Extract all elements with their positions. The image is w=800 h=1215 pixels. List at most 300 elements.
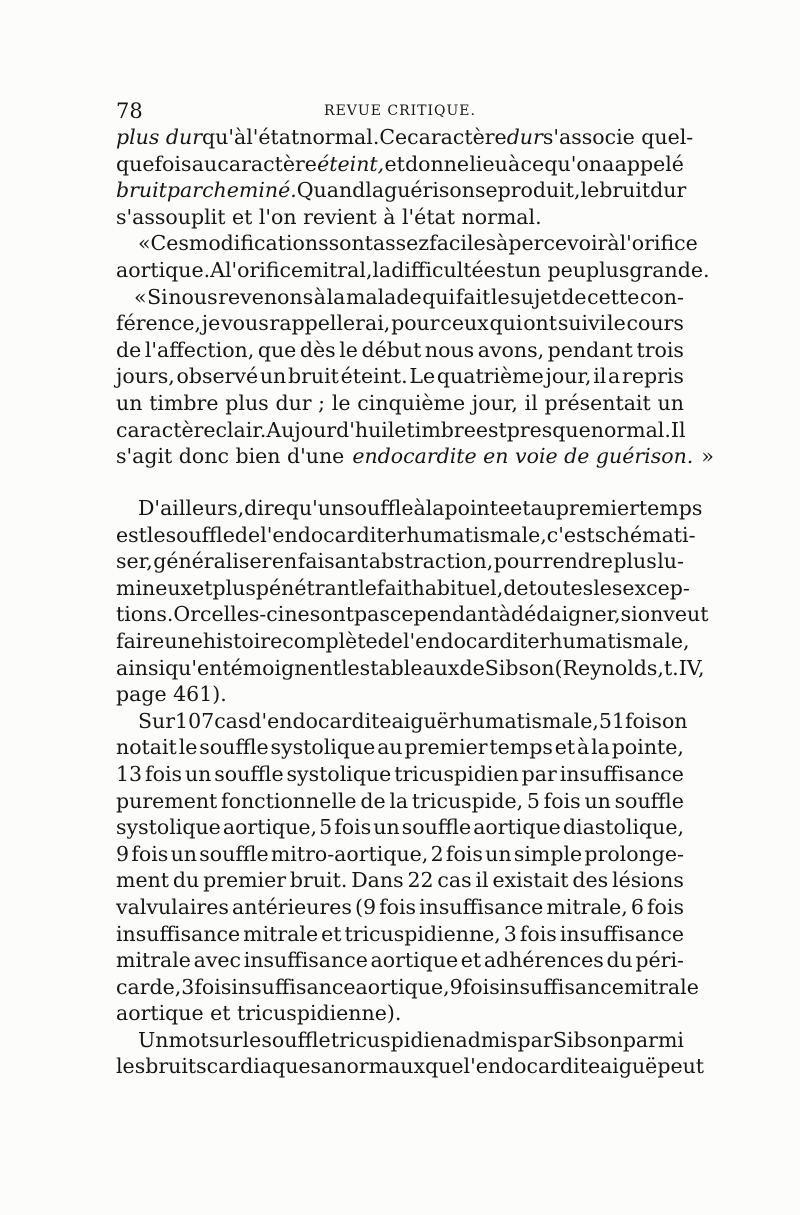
- word: les: [593, 575, 623, 600]
- word: (Reynolds,: [554, 655, 664, 680]
- word: toutes: [528, 575, 594, 600]
- paragraph: [116, 230, 710, 283]
- word: au: [377, 735, 403, 760]
- word: cas: [437, 868, 472, 893]
- word: pas: [354, 602, 390, 627]
- word: antérieures: [231, 894, 352, 919]
- word: l'endocardite: [402, 628, 540, 653]
- word: fois: [462, 974, 500, 999]
- word: rappellerai,: [269, 311, 391, 336]
- word: cinquième: [357, 390, 466, 415]
- word: nous: [168, 284, 218, 309]
- word: existait: [492, 868, 569, 893]
- word: faire: [116, 628, 165, 653]
- word: dur: [650, 178, 687, 203]
- word: le: [580, 178, 600, 203]
- word: tableaux: [370, 655, 460, 680]
- word: fois: [194, 974, 232, 999]
- text-line: [116, 204, 684, 231]
- word: sont: [328, 231, 373, 256]
- word: pour: [493, 549, 543, 574]
- word: pour: [391, 311, 440, 336]
- word: début: [361, 337, 422, 362]
- word: mot: [168, 1027, 209, 1052]
- word: insuffisance: [559, 921, 684, 946]
- text-line: [116, 151, 684, 178]
- word: 107: [175, 708, 215, 733]
- word: rhumatismale,: [396, 522, 547, 547]
- word: ceux: [440, 311, 489, 336]
- word: presque: [506, 417, 591, 442]
- word: d'endocardite: [248, 708, 392, 733]
- word: malade: [345, 284, 422, 309]
- text-line: [116, 522, 696, 549]
- word: nous: [424, 337, 475, 362]
- word: le: [607, 311, 626, 336]
- word: ce: [520, 151, 545, 176]
- word: parmi: [622, 1027, 684, 1052]
- word: abstraction,: [368, 549, 494, 574]
- word: 2: [430, 841, 444, 866]
- word: parcheminé.: [166, 178, 297, 203]
- word: fait: [376, 575, 412, 600]
- word: revenons: [218, 284, 314, 309]
- word: anormaux: [321, 1054, 426, 1079]
- word: Quand: [296, 178, 366, 203]
- word: temps: [638, 496, 703, 520]
- word: histoire: [202, 628, 283, 653]
- text-line: [116, 310, 684, 337]
- text-line: [116, 601, 709, 628]
- word: fait: [455, 284, 491, 309]
- paragraph: [116, 1027, 705, 1080]
- word: timbre: [149, 390, 219, 415]
- word: clair.: [215, 417, 267, 442]
- word: fois: [145, 761, 183, 786]
- word: quefois: [116, 151, 192, 176]
- word: appelé: [614, 151, 684, 176]
- word: on: [661, 708, 688, 733]
- word: aortique et tricuspidienne).: [116, 1001, 402, 1026]
- word: de: [561, 284, 587, 309]
- word: mitro-aortique,: [270, 841, 429, 866]
- word: systolique: [116, 815, 221, 840]
- word: présentait: [544, 390, 651, 415]
- word: c'est: [546, 522, 595, 547]
- word: à: [498, 602, 511, 627]
- word: mitrale,: [546, 894, 628, 919]
- word: ser,: [116, 549, 153, 574]
- text-line: [116, 1027, 684, 1054]
- word: fois: [379, 894, 417, 919]
- word: purement: [116, 788, 218, 813]
- word: un: [259, 364, 287, 389]
- text-line: [116, 681, 684, 708]
- word: vous: [221, 311, 269, 336]
- word: plus: [225, 390, 269, 415]
- word: guérison: [384, 178, 475, 203]
- word: le: [387, 417, 407, 442]
- word: tricuspidien: [330, 1027, 456, 1052]
- word: la: [389, 788, 409, 813]
- word: qui: [489, 311, 523, 336]
- text-line: [116, 1000, 684, 1027]
- word: sur: [208, 1027, 243, 1052]
- word: on: [637, 602, 664, 627]
- word: à: [413, 496, 426, 520]
- word: 9: [116, 841, 130, 866]
- word: à: [496, 231, 509, 256]
- word: pendant: [547, 337, 633, 362]
- word: observé: [176, 364, 259, 389]
- word: généraliser: [153, 549, 272, 574]
- word: les: [116, 1054, 146, 1079]
- word: produit,: [497, 178, 581, 203]
- word: a: [608, 364, 621, 389]
- word: est: [483, 257, 515, 282]
- word: et: [192, 575, 213, 600]
- word: aortique,: [355, 974, 450, 999]
- word: au: [530, 496, 556, 520]
- word: la: [372, 257, 392, 282]
- word: lieu: [469, 151, 508, 176]
- word: valvulaires: [116, 894, 229, 919]
- text-line: [116, 947, 684, 974]
- word: dès: [299, 337, 336, 362]
- word: cardiaques: [206, 1054, 322, 1079]
- word: à: [577, 735, 590, 760]
- text-line: [116, 814, 684, 841]
- word: peut: [657, 1054, 705, 1079]
- word: 51: [598, 708, 625, 733]
- word: Ce: [379, 125, 408, 149]
- word: éteint.: [340, 364, 408, 389]
- word: normal.: [299, 125, 380, 149]
- word: qu'en: [165, 655, 223, 680]
- word: rhumatismale,: [539, 628, 690, 653]
- word: je: [201, 311, 221, 336]
- word: 9: [449, 974, 463, 999]
- text-line: [116, 363, 684, 390]
- word: celles-ci: [200, 602, 285, 627]
- word: pointe: [444, 496, 511, 520]
- word: cas: [214, 708, 249, 733]
- text-block-top: [116, 124, 714, 470]
- page-number: 78: [116, 99, 143, 123]
- word: se: [474, 178, 498, 203]
- word: 22: [407, 868, 434, 893]
- word: insuffisance: [231, 974, 356, 999]
- word: 13: [116, 761, 143, 786]
- word: percevoir: [508, 231, 608, 256]
- word: avec: [193, 948, 242, 973]
- word: plus: [585, 257, 630, 282]
- word: péri-: [635, 948, 684, 973]
- word: s'agit donc bien d'une: [116, 444, 345, 469]
- word: et: [554, 735, 576, 760]
- word: la: [365, 178, 385, 203]
- word: 5: [526, 788, 540, 813]
- word: insuffisance: [116, 921, 241, 946]
- text-line: [116, 257, 710, 284]
- word: à: [313, 284, 326, 309]
- word: un peu: [514, 257, 586, 282]
- word: la: [591, 735, 610, 760]
- word: et: [321, 921, 342, 946]
- word: t.: [663, 655, 679, 680]
- word: témoignent: [222, 655, 341, 680]
- word: timbre: [406, 417, 476, 442]
- text-line: [116, 443, 714, 470]
- word: sujet: [510, 284, 561, 309]
- word: des: [572, 868, 609, 893]
- word: ainsi: [116, 655, 166, 680]
- word: temps: [489, 735, 553, 760]
- word: habituel,: [411, 575, 504, 600]
- word: un: [657, 390, 684, 415]
- word: carde,: [116, 974, 182, 999]
- word: il: [475, 868, 489, 893]
- word: a: [602, 151, 615, 176]
- word: (9: [354, 894, 377, 919]
- word: par: [521, 761, 557, 786]
- text-line: [116, 867, 684, 894]
- word: jour,: [545, 364, 592, 389]
- word: »: [701, 444, 714, 469]
- word: aiguë: [600, 1054, 658, 1079]
- text-line: [116, 337, 684, 364]
- word: dire: [244, 496, 286, 520]
- word: aortique.: [116, 257, 211, 282]
- word: schémati-: [594, 522, 696, 547]
- word: l'endocardite: [260, 522, 397, 547]
- word: de: [234, 522, 261, 547]
- word: s'associe quel-: [542, 125, 694, 149]
- text-line: [116, 575, 690, 602]
- word: adhérences: [483, 948, 604, 973]
- word: prolonge-: [584, 841, 684, 866]
- word: Sibson: [552, 1027, 623, 1052]
- paragraph: [116, 124, 694, 230]
- paragraph: [116, 284, 714, 470]
- word: plus: [613, 549, 657, 574]
- word: à: [508, 151, 521, 176]
- word: souffle: [214, 761, 284, 786]
- word: lésions: [612, 868, 684, 893]
- paragraph: [116, 495, 709, 708]
- word: dédaigner,: [510, 602, 621, 627]
- word: IV,: [678, 655, 705, 680]
- word: qu'à: [202, 125, 247, 149]
- word: fois: [646, 894, 684, 919]
- text-line: [116, 894, 684, 921]
- word: jour,: [471, 390, 518, 415]
- word: Le: [409, 364, 436, 389]
- word: en: [271, 549, 298, 574]
- text-line: [116, 655, 705, 682]
- word: D'ailleurs,: [138, 496, 245, 520]
- word: un: [485, 841, 512, 866]
- word: Si: [147, 284, 168, 309]
- text-line: [116, 230, 698, 257]
- word: jours,: [116, 364, 175, 389]
- word: aiguë: [391, 708, 449, 733]
- word: souffle: [614, 788, 684, 813]
- word: 6: [630, 894, 644, 919]
- text-line: [116, 974, 699, 1001]
- word: sont: [309, 602, 354, 627]
- word: l'orifice: [224, 257, 304, 282]
- word: un: [373, 815, 400, 840]
- word: l'état: [246, 125, 300, 149]
- word: fois: [519, 921, 557, 946]
- word: rendre: [542, 549, 613, 574]
- word: aortique: [473, 815, 561, 840]
- word: insuffisance: [243, 948, 368, 973]
- word: qu'un: [285, 496, 345, 520]
- word: férence,: [116, 311, 201, 336]
- word: du: [606, 948, 633, 973]
- word: veut: [663, 602, 709, 627]
- word: et: [384, 151, 405, 176]
- word: est: [116, 522, 147, 547]
- word: difficulté: [391, 257, 484, 282]
- word: ment: [116, 868, 170, 893]
- word: systolique: [286, 761, 392, 786]
- word: insuffisance: [419, 894, 544, 919]
- word: trois: [636, 337, 684, 362]
- running-title: REVUE CRITIQUE.: [324, 103, 476, 119]
- text-block-bottom: [116, 495, 709, 1080]
- paragraph: [116, 708, 699, 1027]
- word: caractère: [217, 151, 317, 176]
- word: au: [191, 151, 218, 176]
- word: et: [510, 496, 531, 520]
- word: bruit: [288, 364, 339, 389]
- word: pointe,: [611, 735, 684, 760]
- word: insuffisance: [499, 974, 624, 999]
- text-line: [116, 177, 687, 204]
- word: Or: [173, 602, 200, 627]
- word: endocardite en voie de guérison.: [352, 444, 694, 469]
- word: con-: [639, 284, 684, 309]
- word: «: [138, 231, 151, 256]
- word: il: [593, 364, 607, 389]
- word: quatrième: [436, 364, 544, 389]
- word: est: [475, 417, 507, 442]
- word: Il: [670, 417, 686, 442]
- word: le: [339, 337, 358, 362]
- word: bruit: [116, 178, 167, 203]
- word: suivi: [557, 311, 607, 336]
- word: simple: [513, 841, 583, 866]
- word: le: [146, 522, 166, 547]
- word: si: [620, 602, 638, 627]
- word: premier: [404, 735, 488, 760]
- word: fois: [131, 841, 169, 866]
- word: premier: [555, 496, 639, 520]
- word: page 461).: [116, 682, 227, 707]
- word: de: [116, 337, 142, 362]
- word: 3: [181, 974, 195, 999]
- word: un: [116, 390, 143, 415]
- word: plus: [212, 575, 256, 600]
- word: 5: [319, 815, 333, 840]
- word: l'affection,: [144, 337, 255, 362]
- word: que: [425, 1054, 464, 1079]
- word: 3: [503, 921, 517, 946]
- word: cette: [587, 284, 640, 309]
- word: donne: [405, 151, 470, 176]
- word: rhumatismale,: [448, 708, 599, 733]
- word: «: [134, 284, 147, 309]
- text-line: [116, 628, 690, 655]
- page-header: [116, 98, 684, 124]
- word: notait: [116, 735, 177, 760]
- word: à: [607, 231, 620, 256]
- word: lu-: [657, 549, 684, 574]
- text-line: [116, 124, 694, 151]
- word: tricuspide,: [411, 788, 524, 813]
- word: bruits: [145, 1054, 207, 1079]
- text-line: [116, 417, 684, 444]
- word: par: [517, 1027, 553, 1052]
- text-line: [116, 921, 684, 948]
- word: Sur: [138, 708, 176, 733]
- word: une: [164, 628, 203, 653]
- word: mitral,: [303, 257, 373, 282]
- word: du: [172, 868, 200, 893]
- word: systolique: [270, 735, 376, 760]
- word: insuffisance: [559, 761, 684, 786]
- word: assez: [372, 231, 430, 256]
- word: ne: [284, 602, 310, 627]
- text-line: [116, 390, 684, 417]
- word: aortique,: [222, 815, 317, 840]
- word: que: [257, 337, 297, 362]
- word: caractère: [116, 417, 216, 442]
- word: un: [184, 761, 212, 786]
- word: Sibson: [484, 655, 555, 680]
- word: souffle: [199, 841, 269, 866]
- word: fois: [445, 841, 483, 866]
- text-line: [116, 284, 684, 311]
- text-line: [116, 495, 703, 522]
- word: normal.: [590, 417, 671, 442]
- word: faisant: [297, 549, 369, 574]
- word: qu'on: [544, 151, 602, 176]
- word: de: [360, 788, 386, 813]
- text-line: [116, 548, 684, 575]
- word: Ces: [150, 231, 189, 256]
- word: caractère: [407, 125, 507, 149]
- word: mineux: [116, 575, 193, 600]
- word: cours: [626, 311, 684, 336]
- word: bruit.: [289, 868, 348, 893]
- word: faciles: [429, 231, 497, 256]
- word: Aujourd'hui: [266, 417, 388, 442]
- word: diastolique,: [562, 815, 684, 840]
- word: fois: [543, 788, 581, 813]
- word: admis: [455, 1027, 518, 1052]
- text-line: [116, 1053, 705, 1080]
- word: souffle: [165, 522, 235, 547]
- text-line: [116, 761, 684, 788]
- text-line: [116, 841, 684, 868]
- word: fois: [624, 708, 662, 733]
- word: dur ;: [275, 390, 326, 415]
- text-line: [116, 788, 684, 815]
